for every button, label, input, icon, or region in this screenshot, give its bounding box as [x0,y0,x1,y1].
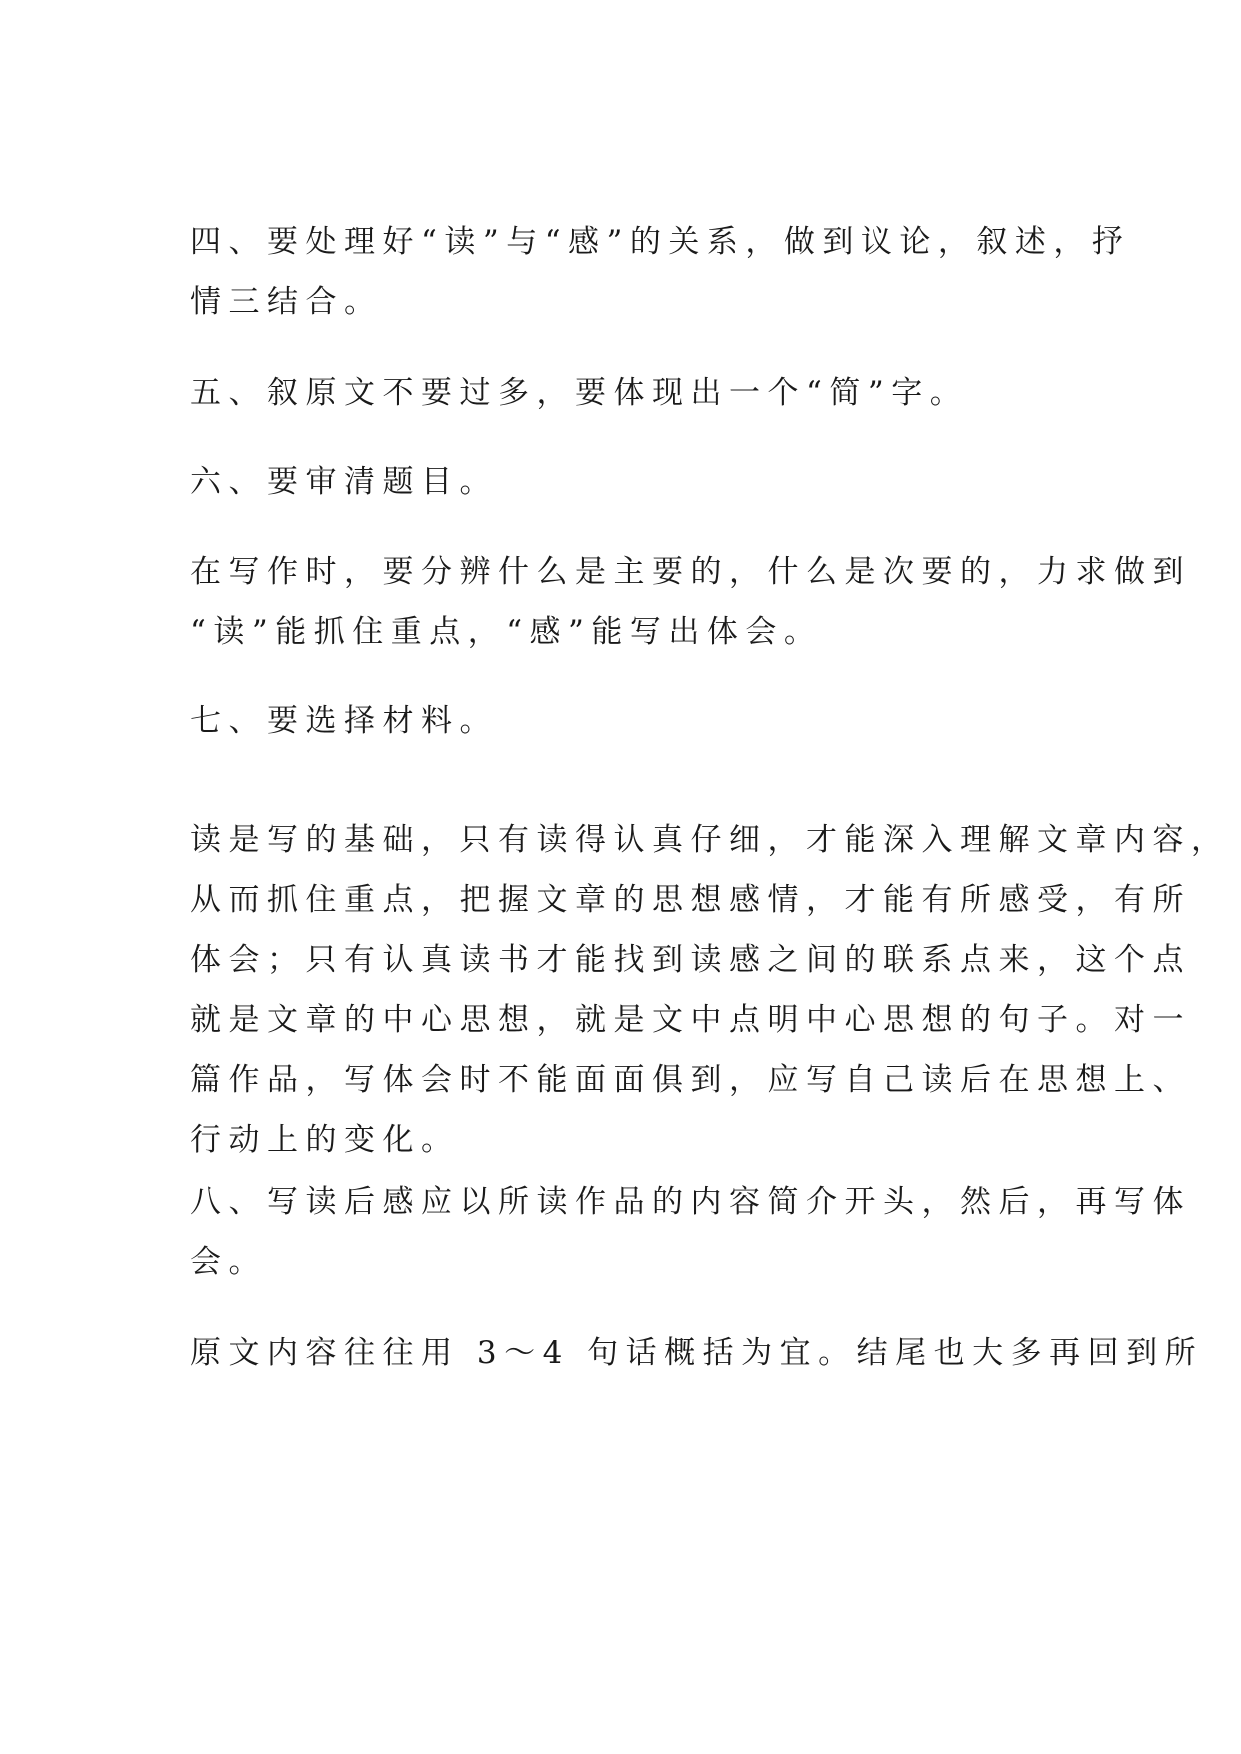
text-line: 六、要审清题目。 [190,464,498,500]
text-line: 四、要处理好“读”与“感”的关系，做到议论，叙述，抒 [190,224,1131,260]
text-line: 情三结合。 [190,284,383,320]
text-line: 七、要选择材料。 [190,703,498,739]
text-line: “读”能抓住重点，“感”能写出体会。 [190,614,823,650]
paragraph-four [190,212,1131,332]
paragraph-eight [190,1172,1191,1292]
text-line: 在写作时，要分辨什么是主要的，什么是次要的，力求做到 [190,554,1191,590]
paragraph-six [190,452,1090,512]
text-line: 就是文章的中心思想，就是文中点明中心思想的句子。对一 [190,1002,1191,1038]
paragraph-six-detail [190,542,1191,662]
paragraph-seven [190,691,1090,751]
paragraph-eight-detail [190,1323,1204,1383]
paragraph-five [190,363,1090,423]
text-line: 八、写读后感应以所读作品的内容简介开头，然后，再写体 [190,1184,1191,1220]
paragraph-seven-detail [190,810,1230,1170]
text-line: 从而抓住重点，把握文章的思想感情，才能有所感受，有所 [190,882,1191,918]
text-line: 原文内容往往用 3～4 句话概括为宜。结尾也大多再回到所 [190,1335,1204,1371]
text-line: 读是写的基础，只有读得认真仔细，才能深入理解文章内容， [190,822,1230,858]
text-line: 会。 [190,1244,267,1280]
text-line: 五、叙原文不要过多，要体现出一个“简”字。 [190,375,969,411]
text-line: 行动上的变化。 [190,1122,460,1158]
text-line: 篇作品，写体会时不能面面俱到，应写自己读后在思想上、 [190,1062,1191,1098]
text-line: 体会；只有认真读书才能找到读感之间的联系点来，这个点 [190,942,1191,978]
